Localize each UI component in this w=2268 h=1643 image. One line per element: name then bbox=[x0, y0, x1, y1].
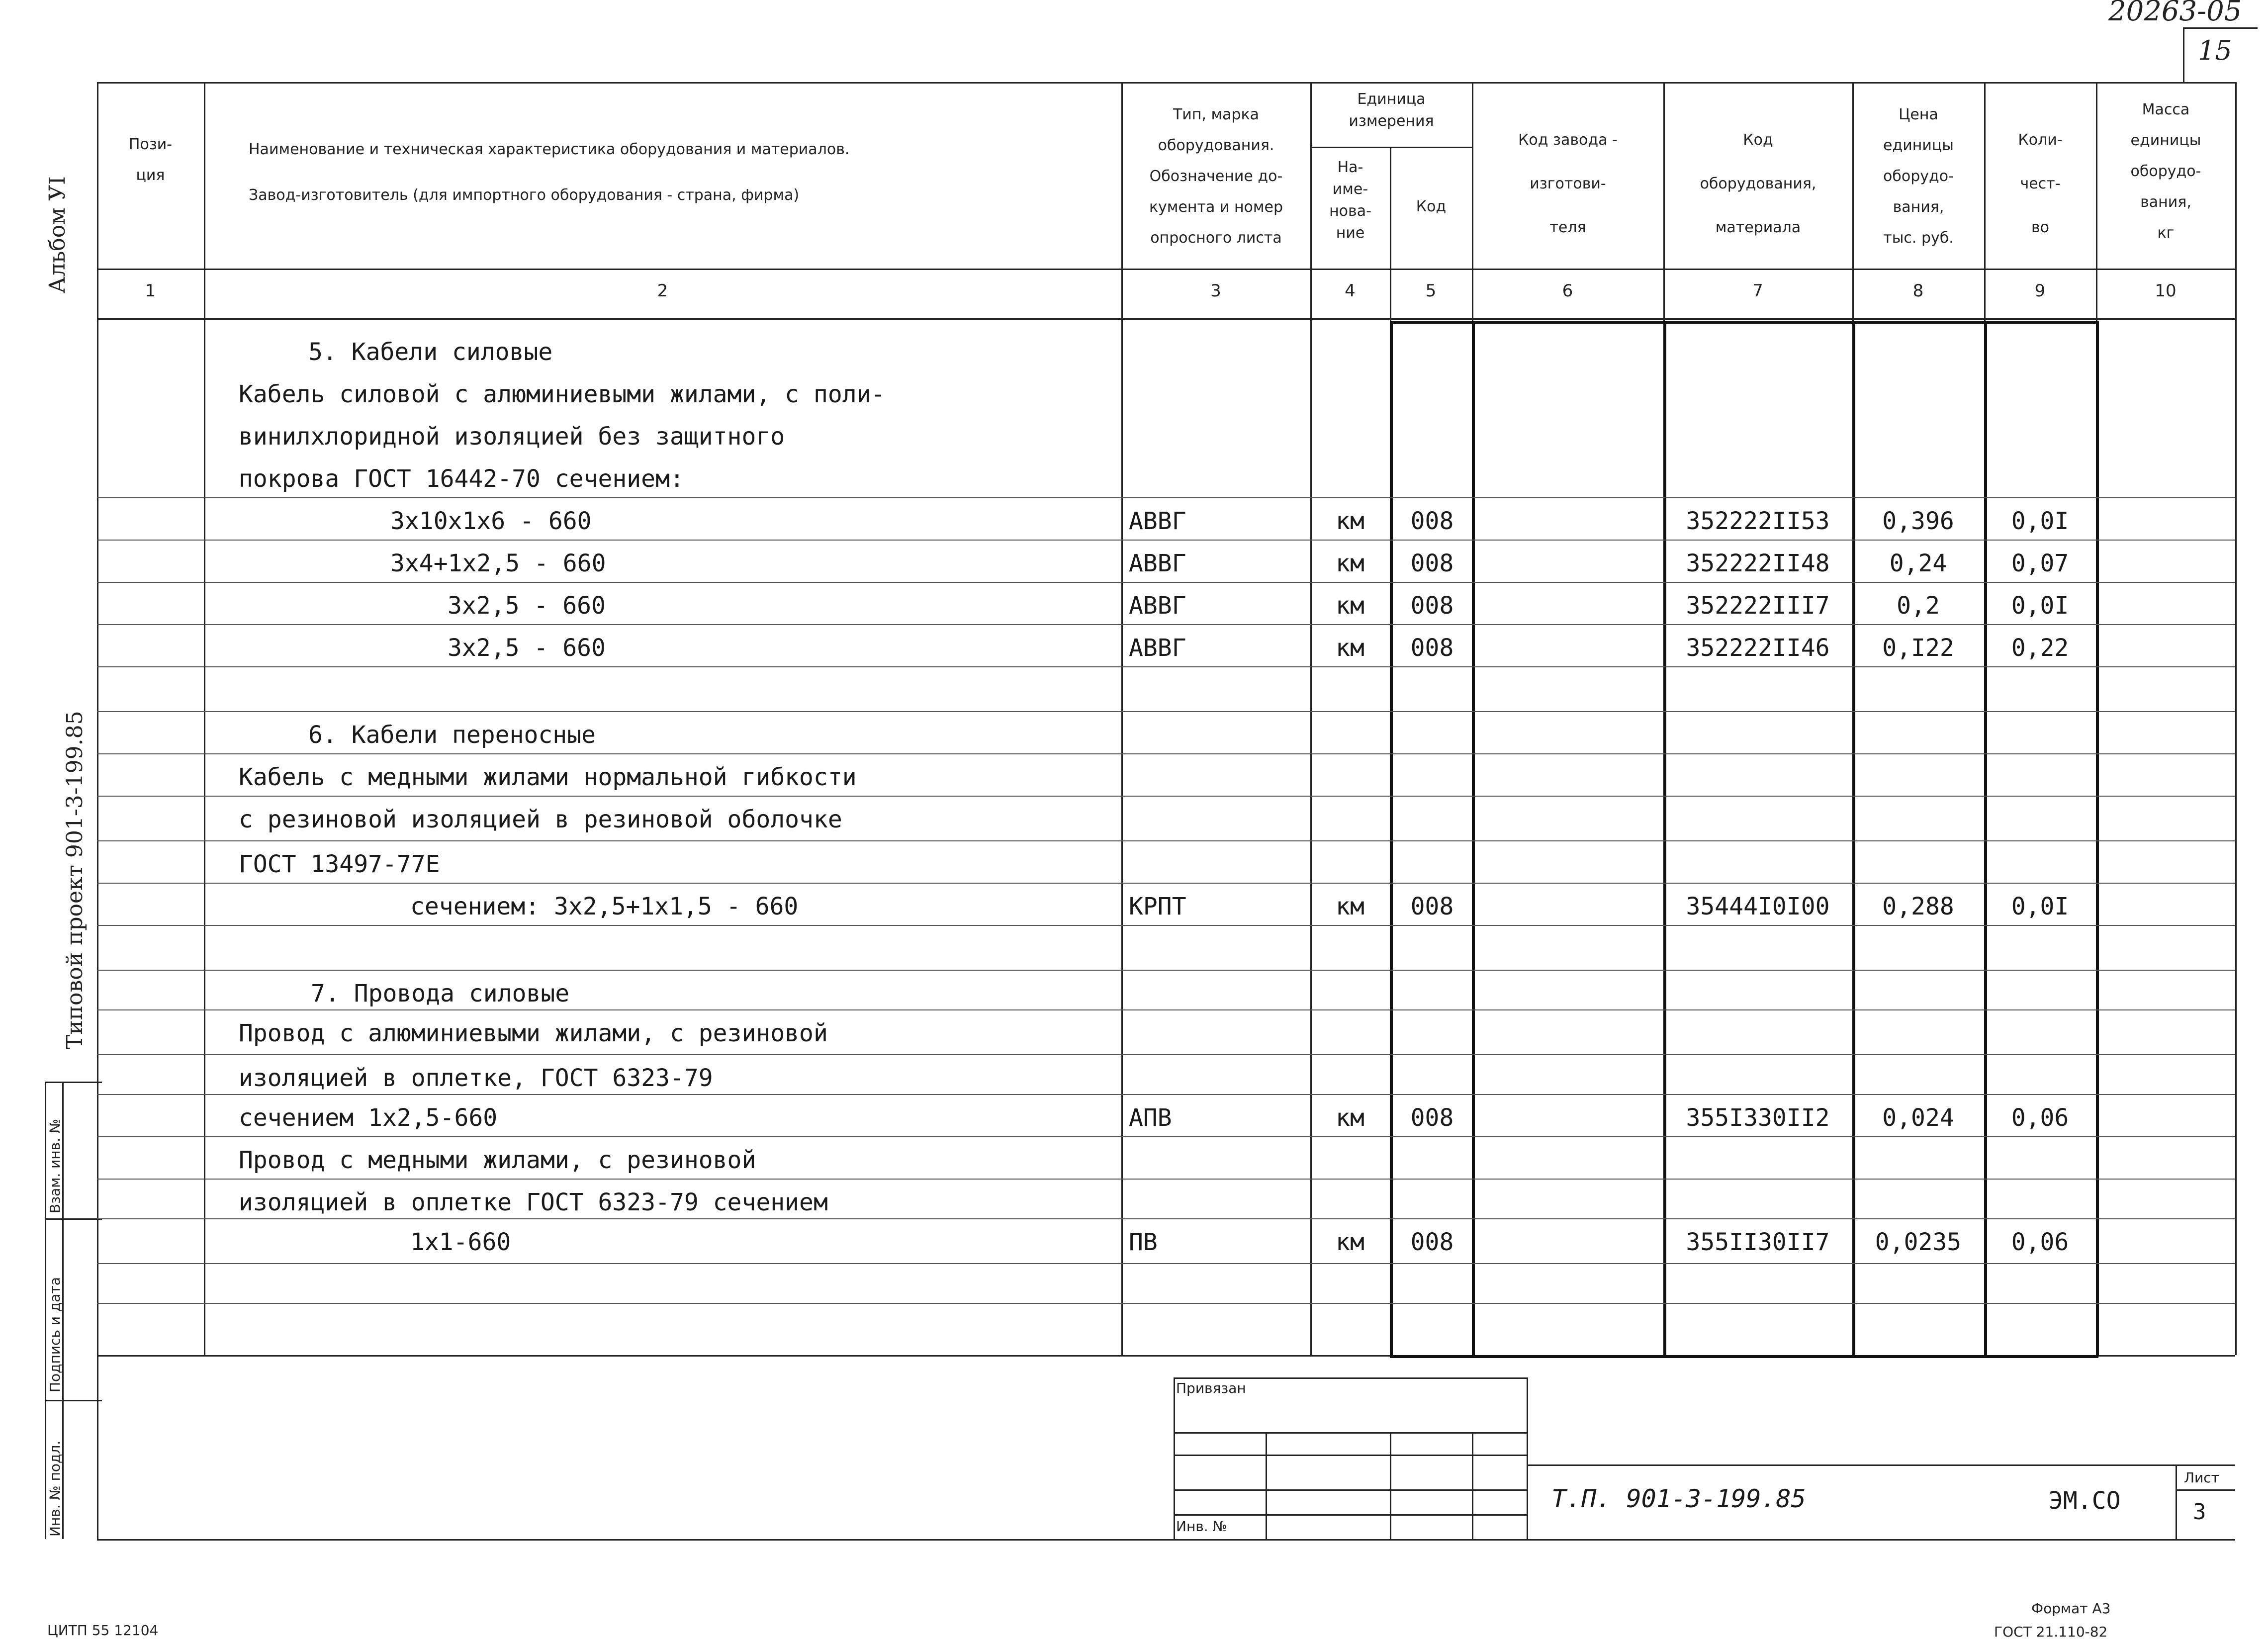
row-quantity: 0,0I bbox=[2011, 507, 2069, 535]
row-name: 6. Кабели переносные bbox=[308, 721, 596, 749]
header-unit-code: Код bbox=[1416, 198, 1447, 215]
header-unit: Единица измерения bbox=[1349, 91, 1434, 130]
footer-left-stamp: ЦИТП 55 12104 bbox=[47, 1622, 159, 1639]
row-divider bbox=[97, 1136, 2235, 1137]
row-unit-code: 008 bbox=[1410, 1104, 1454, 1132]
header-unit-name: На- име- нова- ние bbox=[1329, 159, 1371, 242]
row-price: 0,0235 bbox=[1875, 1228, 1962, 1256]
row-unit-code: 008 bbox=[1410, 893, 1454, 920]
row-name: 5. Кабели силовые bbox=[308, 338, 553, 366]
row-unit: км bbox=[1336, 507, 1364, 535]
page-number: 15 bbox=[2198, 35, 2232, 66]
sheet-number: 3 bbox=[2193, 1499, 2206, 1525]
row-type: АВВГ bbox=[1129, 592, 1186, 620]
row-divider bbox=[97, 1009, 2235, 1010]
column-number: 4 bbox=[1345, 281, 1356, 301]
header-type: Тип, марка оборудования. Обозначение до- кумента и номер опросного листа bbox=[1149, 106, 1283, 247]
row-divider bbox=[97, 1054, 2235, 1055]
row-divider bbox=[97, 796, 2235, 797]
row-equipment-code: 352222II53 bbox=[1686, 507, 1830, 535]
row-price: 0,2 bbox=[1897, 592, 1940, 620]
stamp-label-podpis: Подпись и дата bbox=[47, 1277, 63, 1392]
footer-format: Формат А3 bbox=[2031, 1600, 2111, 1617]
row-type: АВВГ bbox=[1129, 507, 1186, 535]
project-label: Типовой проект 901-3-199.85 bbox=[62, 711, 88, 1049]
row-name: сечением: 3х2,5+1х1,5 - 660 bbox=[410, 893, 799, 920]
row-unit: км bbox=[1336, 592, 1364, 620]
privyazan-label: Привязан bbox=[1176, 1380, 1246, 1396]
row-name: Кабель силовой с алюминиевыми жилами, с поли- bbox=[239, 380, 886, 408]
row-type: АВВГ bbox=[1129, 634, 1186, 662]
row-divider bbox=[97, 883, 2235, 884]
row-unit: км bbox=[1336, 1228, 1364, 1256]
row-divider bbox=[97, 540, 2235, 541]
row-quantity: 0,0I bbox=[2011, 893, 2069, 920]
row-name: винилхлоридной изоляцией без защитного bbox=[239, 423, 785, 451]
row-name: 3х10х1х6 - 660 bbox=[390, 507, 592, 535]
row-unit-code: 008 bbox=[1410, 634, 1454, 662]
row-type: КРПТ bbox=[1129, 893, 1186, 920]
row-quantity: 0,0I bbox=[2011, 592, 2069, 620]
row-unit: км bbox=[1336, 893, 1364, 920]
row-name: 3х4+1х2,5 - 660 bbox=[390, 549, 606, 577]
row-name: 7. Провода силовые bbox=[311, 980, 570, 1007]
row-divider bbox=[97, 666, 2235, 667]
row-price: 0,396 bbox=[1882, 507, 1954, 535]
header-price: Цена единицы оборудо- вания, тыс. руб. bbox=[1883, 106, 1954, 247]
row-unit-code: 008 bbox=[1410, 1228, 1454, 1256]
row-name: 1х1-660 bbox=[410, 1228, 511, 1256]
row-divider bbox=[97, 1303, 2235, 1304]
column-number: 5 bbox=[1425, 281, 1437, 301]
row-divider bbox=[97, 711, 2235, 712]
row-divider bbox=[97, 1094, 2235, 1095]
column-number: 3 bbox=[1210, 281, 1221, 301]
document-code: 20263-05 bbox=[2108, 0, 2242, 27]
column-number: 8 bbox=[1912, 281, 1924, 301]
row-equipment-code: 355II30II7 bbox=[1686, 1228, 1830, 1256]
row-equipment-code: 355I330II2 bbox=[1686, 1104, 1830, 1132]
row-price: 0,I22 bbox=[1882, 634, 1954, 662]
row-equipment-code: 35444I0I00 bbox=[1686, 893, 1830, 920]
row-unit-code: 008 bbox=[1410, 592, 1454, 620]
row-name: Провод с медными жилами, с резиновой bbox=[239, 1146, 756, 1174]
row-divider bbox=[97, 624, 2235, 625]
row-price: 0,288 bbox=[1882, 893, 1954, 920]
header-plant-code: Код завода - изготови- теля bbox=[1518, 131, 1618, 236]
sheet-label: Лист bbox=[2184, 1469, 2219, 1486]
row-divider bbox=[97, 840, 2235, 841]
row-divider bbox=[97, 1263, 2235, 1264]
row-name: 3х2,5 - 660 bbox=[448, 634, 606, 662]
header-name: Наименование и техническая характеристика оборудования и материалов. Завод-изготовитель (для импортного оборудования - страна, фирма) bbox=[249, 141, 850, 204]
row-equipment-code: 352222II46 bbox=[1686, 634, 1830, 662]
row-unit-code: 008 bbox=[1410, 549, 1454, 577]
row-quantity: 0,22 bbox=[2011, 634, 2069, 662]
row-quantity: 0,06 bbox=[2011, 1228, 2069, 1256]
row-name: сечением 1х2,5-660 bbox=[239, 1104, 498, 1132]
row-price: 0,24 bbox=[1889, 549, 1947, 577]
row-name: с резиновой изоляцией в резиновой оболочке bbox=[239, 806, 842, 833]
row-name: 3х2,5 - 660 bbox=[448, 592, 606, 620]
header-equipment-code: Код оборудования, материала bbox=[1700, 131, 1816, 236]
header-mass: Масса единицы оборудо- вания, кг bbox=[2130, 101, 2201, 242]
stamp-label-vzam: Взам. инв. № bbox=[47, 1118, 63, 1213]
row-type: АПВ bbox=[1129, 1104, 1172, 1132]
row-name: изоляцией в оплетке ГОСТ 6323-79 сечением bbox=[239, 1188, 828, 1216]
row-divider bbox=[97, 582, 2235, 583]
row-unit: км bbox=[1336, 1104, 1364, 1132]
column-number: 6 bbox=[1562, 281, 1573, 301]
row-divider bbox=[97, 970, 2235, 971]
row-name: ГОСТ 13497-77Е bbox=[239, 850, 440, 878]
row-equipment-code: 352222II48 bbox=[1686, 549, 1830, 577]
row-name: Кабель с медными жилами нормальной гибкости bbox=[239, 763, 857, 791]
footer-gost: ГОСТ 21.110-82 bbox=[1994, 1624, 2108, 1640]
column-number: 1 bbox=[145, 281, 156, 301]
row-quantity: 0,06 bbox=[2011, 1104, 2069, 1132]
row-divider bbox=[97, 925, 2235, 926]
row-divider bbox=[97, 753, 2235, 754]
row-price: 0,024 bbox=[1882, 1104, 1954, 1132]
row-divider bbox=[97, 1179, 2235, 1180]
header-position: Пози- ция bbox=[128, 136, 173, 184]
row-unit: км bbox=[1336, 549, 1364, 577]
column-number: 10 bbox=[2155, 281, 2177, 301]
row-type: ПВ bbox=[1129, 1228, 1158, 1256]
row-divider bbox=[97, 1218, 2235, 1219]
header-quantity: Коли- чест- во bbox=[2018, 131, 2063, 236]
album-label: Альбом УI bbox=[45, 176, 70, 293]
stamp-label-inv: Инв. № подл. bbox=[47, 1440, 63, 1537]
row-divider bbox=[97, 497, 2235, 498]
document-mark: ЭМ.СО bbox=[2049, 1487, 2121, 1515]
row-unit-code: 008 bbox=[1410, 507, 1454, 535]
column-number: 7 bbox=[1752, 281, 1763, 301]
row-name: изоляцией в оплетке, ГОСТ 6323-79 bbox=[239, 1064, 713, 1092]
row-name: Провод с алюминиевыми жилами, с резиновой bbox=[239, 1019, 828, 1047]
column-number: 9 bbox=[2034, 281, 2046, 301]
row-name: покрова ГОСТ 16442-70 сечением: bbox=[239, 465, 684, 493]
row-unit: км bbox=[1336, 634, 1364, 662]
column-number: 2 bbox=[657, 281, 668, 301]
row-equipment-code: 352222III7 bbox=[1686, 592, 1830, 620]
inv-number-label: Инв. № bbox=[1176, 1518, 1227, 1535]
row-type: АВВГ bbox=[1129, 549, 1186, 577]
row-quantity: 0,07 bbox=[2011, 549, 2069, 577]
project-designation: Т.П. 901-3-199.85 bbox=[1551, 1484, 1806, 1513]
